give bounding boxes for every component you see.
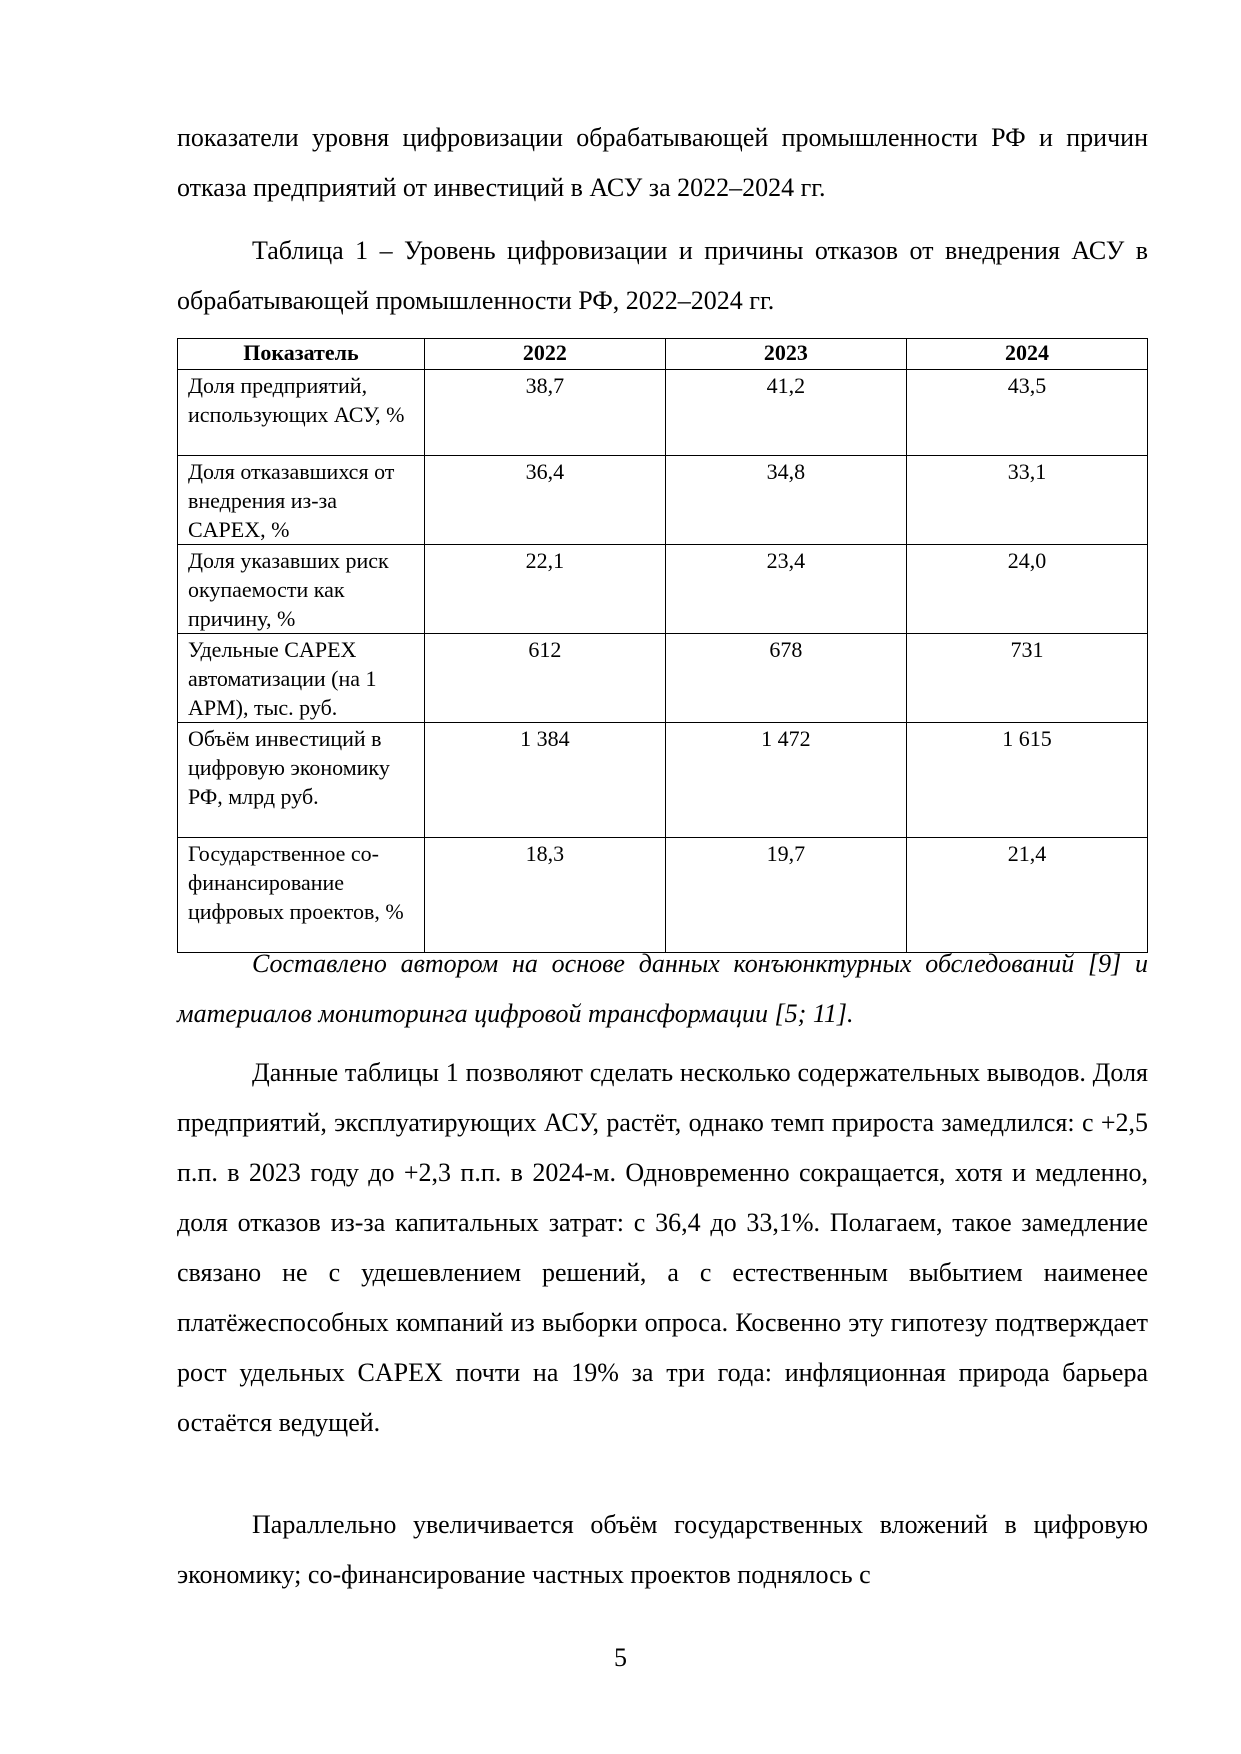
page-number: 5	[614, 1643, 627, 1672]
cell-2022: 18,3	[424, 838, 665, 953]
analysis-paragraph: Данные таблицы 1 позволяют сделать несколько содержательных выводов. Доля предприятий, эксплуатирующих АСУ, растёт, однако темп прироста замедлился: с +2,5 п.п. в 2023 году до +2,3 п.п. в 2024-м. Одновременно сокращается, хотя и медленно, доля отказов из-за капитальных затрат: с 36,4 до 33,1%. Полагаем, такое замедление связано не с удешевлением решений, а с естественным выбытием наименее платёжеспособных компаний из выборки опроса. Косвенно эту гипотезу подтверждает рост удельных CAPEX почти на 19% за три года: инфляционная природа барьера остаётся ведущей.	[177, 1058, 1148, 1437]
table-row	[178, 723, 1148, 838]
cell-2024: 1 615	[906, 723, 1147, 838]
cell-2023: 41,2	[665, 370, 906, 456]
table-caption: Таблица 1 – Уровень цифровизации и причины отказов от внедрения АСУ в обрабатывающей промышленности РФ, 2022–2024 гг.	[177, 236, 1148, 315]
row-label: Государственное со-финансирование цифровых проектов, %	[178, 838, 425, 953]
digitalization-table	[177, 338, 1148, 953]
table-row	[178, 456, 1148, 545]
cell-2023: 23,4	[665, 545, 906, 634]
cell-2024: 43,5	[906, 370, 1147, 456]
continuation-paragraph: Параллельно увеличивается объём государственных вложений в цифровую экономику; со-финансирование частных проектов поднялось с	[177, 1510, 1148, 1589]
table-source-note: Составлено автором на основе данных конъюнктурных обследований [9] и материалов мониторинга цифровой трансформации [5; 11].	[177, 949, 1148, 1028]
cell-2022: 612	[424, 634, 665, 723]
cell-2024: 731	[906, 634, 1147, 723]
cell-2022: 1 384	[424, 723, 665, 838]
row-label: Доля отказавшихся от внедрения из-за CAPEX, %	[178, 456, 425, 545]
row-label: Доля предприятий, использующих АСУ, %	[178, 370, 425, 456]
cell-2024: 24,0	[906, 545, 1147, 634]
cell-2023: 19,7	[665, 838, 906, 953]
intro-paragraph: показатели уровня цифровизации обрабатывающей промышленности РФ и причин отказа предприятий от инвестиций в АСУ за 2022–2024 гг.	[177, 123, 1148, 202]
cell-2022: 36,4	[424, 456, 665, 545]
cell-2023: 678	[665, 634, 906, 723]
cell-2024: 33,1	[906, 456, 1147, 545]
cell-2023: 1 472	[665, 723, 906, 838]
header-indicator: Показатель	[178, 339, 425, 370]
row-label: Удельные CAPEX автоматизации (на 1 АРМ), тыс. руб.	[178, 634, 425, 723]
header-2022: 2022	[424, 339, 665, 370]
table-row	[178, 634, 1148, 723]
row-label: Доля указавших риск окупаемости как причину, %	[178, 545, 425, 634]
table-row	[178, 838, 1148, 953]
header-2024: 2024	[906, 339, 1147, 370]
table-header-row	[178, 339, 1148, 370]
cell-2022: 22,1	[424, 545, 665, 634]
header-2023: 2023	[665, 339, 906, 370]
row-label: Объём инвестиций в цифровую экономику РФ, млрд руб.	[178, 723, 425, 838]
table-row	[178, 370, 1148, 456]
cell-2023: 34,8	[665, 456, 906, 545]
cell-2024: 21,4	[906, 838, 1147, 953]
table-row	[178, 545, 1148, 634]
cell-2022: 38,7	[424, 370, 665, 456]
